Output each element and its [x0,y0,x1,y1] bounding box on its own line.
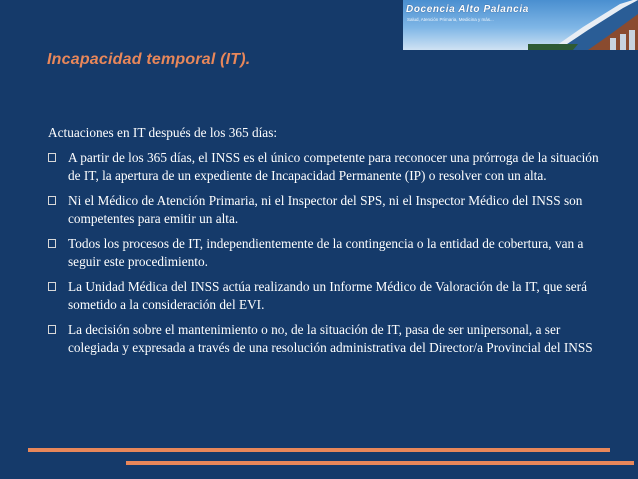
header-banner [403,0,638,50]
building-image [528,0,638,50]
bullet-item [46,235,606,271]
square-bullet-icon [48,239,56,248]
square-bullet-icon [48,153,56,162]
bullet-list [46,149,606,357]
slide-title: Incapacidad temporal (IT). [47,51,251,68]
square-bullet-icon [48,196,56,205]
intro-text: Actuaciones en IT después de los 365 días: [48,125,278,140]
bullet-text: Ni el Médico de Atención Primaria, ni el Inspector del SPS, ni el Inspector Médico del INSS son competentes para emitir un alta. [68,193,583,226]
footer-divider-line [28,448,610,452]
bullet-text: A partir de los 365 días, el INSS es el único competente para reconocer una prórroga de la situación de IT, la apertura de un expediente de Incapacidad Permanente (IP) o resolver con un alta. [68,150,599,183]
bullet-item [46,149,606,185]
bullet-item [46,278,606,314]
bullet-text: La Unidad Médica del INSS actúa realizando un Informe Médico de Valoración de la IT, que será sometido a la consideración del EVI. [68,279,587,312]
footer-divider-line [126,461,634,465]
bullet-text: La decisión sobre el mantenimiento o no, de la situación de IT, pasa de ser unipersonal, a ser colegiada y expresada a través de una resolución administrativa del Director/a Provincial del INSS [68,322,593,355]
bullet-item [46,321,606,357]
bullet-text: Todos los procesos de IT, independientemente de la contingencia o la entidad de cobertura, van a seguir este procedimiento. [68,236,584,269]
bullet-item [46,192,606,228]
square-bullet-icon [48,282,56,291]
banner-subtitle: Salud, Atención Primaria, Medicina y más... [407,17,494,22]
banner-title: Docencia Alto Palancia [406,4,529,15]
square-bullet-icon [48,325,56,334]
slide-content [46,124,606,364]
